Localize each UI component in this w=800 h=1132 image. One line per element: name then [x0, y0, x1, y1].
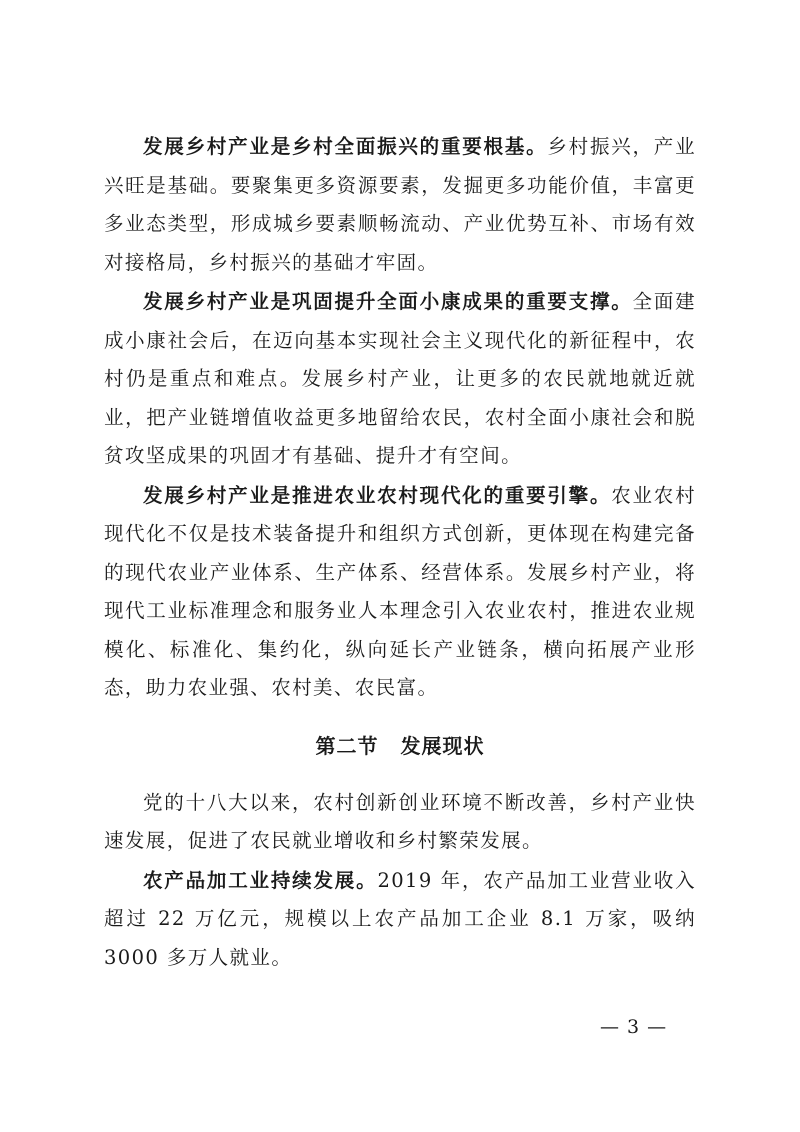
- document-page: [104, 128, 696, 977]
- paragraph-lead: 发展乡村产业是巩固提升全面小康成果的重要支撑。: [143, 290, 633, 313]
- page-number: — 3 —: [600, 1016, 668, 1038]
- paragraph-lead: 发展乡村产业是推进农业农村现代化的重要引擎。: [143, 483, 612, 507]
- section-title: 发展现状: [400, 733, 485, 758]
- paragraph-body: 党的十八大以来，农村创新创业环境不断改善，乡村产业快速发展，促进了农民就业增收和乡村繁荣发展。: [104, 790, 696, 852]
- paragraph-development-overview: [104, 784, 696, 861]
- paragraph-lead: 农产品加工业持续发展。: [143, 868, 378, 892]
- paragraph-body: 全面建成小康社会后，在迈向基本实现社会主义现代化的新征程中，农村仍是重点和难点。发展乡村产业，让更多的农民就地就近就业，把产业链增值收益更多地留给农民，农村全面小康社会和脱贫攻坚成果的巩固才有基础、提升才有空间。: [104, 290, 696, 467]
- paragraph-xiaokang-support: [104, 283, 696, 476]
- section-heading: [104, 727, 696, 765]
- paragraph-modernization-engine: [104, 477, 696, 708]
- paragraph-body: 2019 年，农产品加工业营业收入超过 22 万亿元，规模以上农产品加工企业 8.1 万家，吸纳 3000 多万人就业。: [104, 868, 697, 969]
- paragraph-body: 乡村振兴，产业兴旺是基础。要聚集更多资源要素，发掘更多功能价值，丰富更多业态类型，形成城乡要素顺畅流动、产业优势互补、市场有效对接格局，乡村振兴的基础才牢固。: [104, 135, 696, 274]
- section-number: 第二节: [315, 733, 379, 758]
- paragraph-lead: 发展乡村产业是乡村全面振兴的重要根基。: [143, 135, 548, 158]
- paragraph-processing-industry: [104, 862, 696, 978]
- paragraph-body: 农业农村现代化不仅是技术装备提升和组织方式创新，更体现在构建完备的现代农业产业体系、生产体系、经营体系。发展乡村产业，将现代工业标准理念和服务业人本理念引入农业农村，推进农业规模化、标准化、集约化，纵向延长产业链条，横向拓展产业形态，助力农业强、农村美、农民富。: [104, 483, 696, 699]
- paragraph-rural-industry-foundation: [104, 128, 696, 282]
